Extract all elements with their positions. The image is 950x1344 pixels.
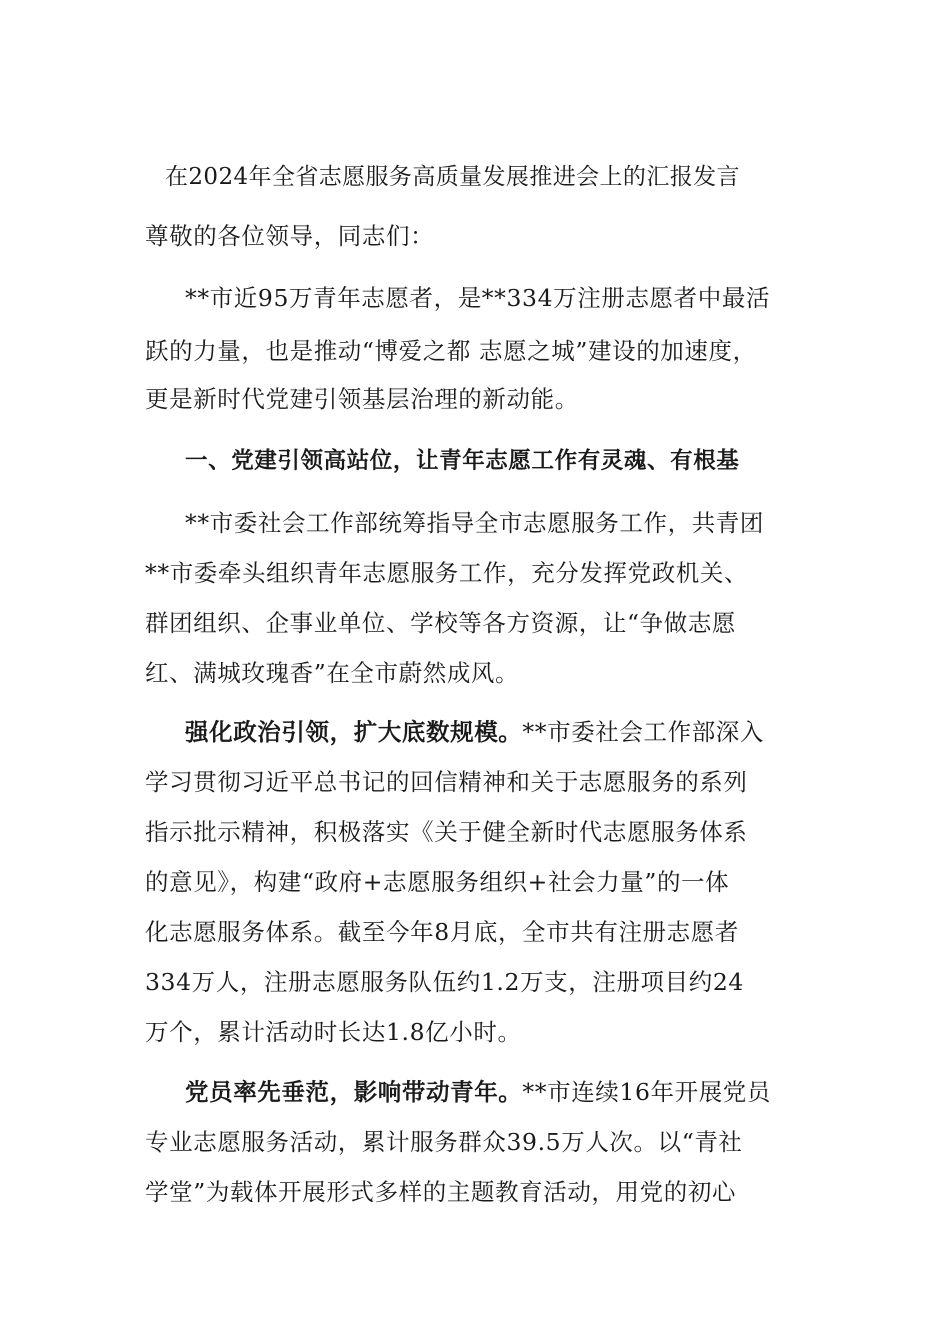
point2-line: 学堂”为载体开展形式多样的主题教育活动，用党的初心	[145, 1178, 737, 1206]
point2-bold-lead: 党员率先垂范，影响带动青年。	[185, 1078, 523, 1106]
section-para-line: **市委牵头组织青年志愿服务工作，充分发挥党政机关、	[145, 559, 749, 587]
point1-line: 化志愿服务体系。截至今年8月底，全市共有注册志愿者	[145, 918, 739, 946]
intro-line: **市近95万青年志愿者，是**334万注册志愿者中最活	[185, 284, 771, 312]
point1-first-line	[185, 706, 815, 758]
intro-line: 跃的力量，也是推动“博爱之都 志愿之城”建设的加速度，	[145, 337, 757, 365]
point2-line: 专业志愿服务活动，累计服务群众39.5万人次。以“青社	[145, 1128, 743, 1156]
document-title: 在2024年全省志愿服务高质量发展推进会上的汇报发言	[165, 164, 740, 190]
point1-line: 指示批示精神，积极落实《关于健全新时代志愿服务体系	[145, 818, 748, 846]
point2-first-line	[185, 1066, 815, 1118]
salutation: 尊敬的各位领导，同志们：	[145, 222, 435, 250]
section-heading: 一、党建引领高站位，让青年志愿工作有灵魂、有根基	[185, 448, 740, 474]
section-para-line: 红、满城玫瑰香”在全市蔚然成风。	[145, 659, 520, 687]
point2-first-rest: **市连续16年开展党员	[522, 1078, 772, 1106]
point1-line: 334万人，注册志愿服务队伍约1.2万支，注册项目约24	[145, 968, 744, 996]
point1-first-rest: **市委社会工作部深入	[522, 718, 765, 746]
section-para-line: 群团组织、企事业单位、学校等各方资源，让“争做志愿	[145, 609, 737, 637]
section-para-line: **市委社会工作部统筹指导全市志愿服务工作，共青团	[185, 509, 764, 537]
point1-line: 万个，累计活动时长达1.8亿小时。	[145, 1018, 522, 1046]
point1-bold-lead: 强化政治引领，扩大底数规模。	[185, 718, 523, 746]
point1-line: 的意见》，构建“政府+志愿服务组织+社会力量”的一体	[145, 868, 730, 896]
point1-line: 学习贯彻习近平总书记的回信精神和关于志愿服务的系列	[145, 768, 748, 796]
intro-line: 更是新时代党建引领基层治理的新动能。	[145, 385, 579, 413]
